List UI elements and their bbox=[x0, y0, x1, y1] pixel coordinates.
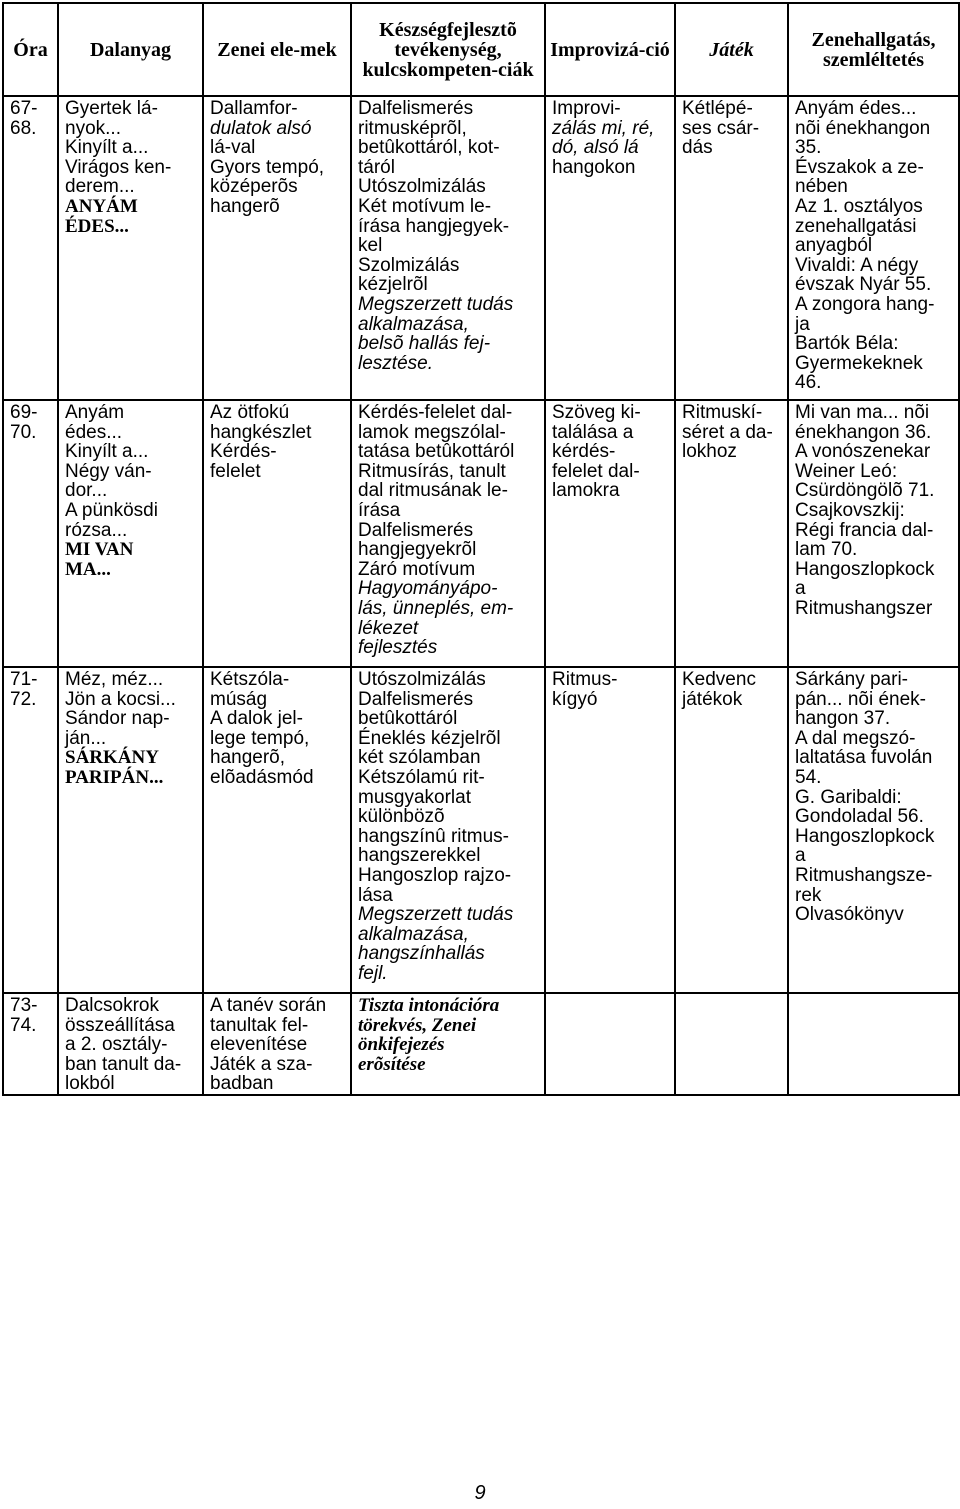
zenei-elemek-cell: Dallamfor- dulatok alsó lá-val Gyors tempó, középerõs hangerõ bbox=[203, 96, 351, 400]
improvizacio-cell: Ritmus- kígyó bbox=[545, 667, 675, 993]
keszseg-cell: Kérdés-felelet dal- lamok megszólal- tatása betûkottáról Ritmusírás, tanult dal ritmusának le- írása Dalfelismerés hangjegyekrõl Záró motívum Hagyományápo- lás, ünneplés, em- lékezet fejlesztés bbox=[351, 400, 545, 667]
dalanyag-cell: Dalcsokrok összeállítása a 2. osztály- ban tanult da- lokból bbox=[58, 993, 203, 1095]
ora-cell: 71-72. bbox=[3, 667, 58, 993]
ora-cell: 69-70. bbox=[3, 400, 58, 667]
zenei-elemek-cell: Kétszóla- múság A dalok jel- lege tempó, hangerõ, elõadásmód bbox=[203, 667, 351, 993]
keszseg-cell: Tiszta intonációra törekvés, Zenei önkifejezés erõsítése bbox=[351, 993, 545, 1095]
header-keszsegfejleszto: Készségfejlesztõ tevékenység, kulcskompeten-ciák bbox=[351, 3, 545, 96]
curriculum-table bbox=[2, 2, 960, 1096]
table-row bbox=[3, 993, 959, 1095]
jatek-cell bbox=[675, 993, 788, 1095]
dalanyag-cell: Anyám édes... Kinyílt a... Négy ván- dor... A pünkösdi rózsa... MI VAN MA... bbox=[58, 400, 203, 667]
improvizacio-cell bbox=[545, 993, 675, 1095]
zenehallgatas-cell: Sárkány pari- pán... nõi ének- hangon 37. A dal megszó- laltatása fuvolán 54. G. Garibaldi: Gondoladal 56. Hangoszlopkock a Ritmushangsze- rek Olvasókönyv bbox=[788, 667, 959, 993]
dalanyag-cell: Méz, méz... Jön a kocsi... Sándor nap- ján... SÁRKÁNY PARIPÁN... bbox=[58, 667, 203, 993]
jatek-cell: Kétlépé- ses csár- dás bbox=[675, 96, 788, 400]
jatek-cell: Kedvenc játékok bbox=[675, 667, 788, 993]
improvizacio-cell: Szöveg ki- találása a kérdés- felelet dal- lamokra bbox=[545, 400, 675, 667]
header-dalanyag: Dalanyag bbox=[58, 3, 203, 96]
header-jatek: Játék bbox=[675, 3, 788, 96]
zenehallgatas-cell bbox=[788, 993, 959, 1095]
zenei-elemek-cell: Az ötfokú hangkészlet Kérdés- felelet bbox=[203, 400, 351, 667]
keszseg-cell: Utószolmizálás Dalfelismerés betûkottáról Éneklés kézjelrõl két szólamban Kétszólamú rit- musgyakorlat különbözõ hangszínû ritmus- hangszerekkel Hangoszlop rajzo- lása Megszerzett tudás alkalmazása, hangszínhallás fejl. bbox=[351, 667, 545, 993]
page-number: 9 bbox=[474, 1482, 486, 1504]
ora-cell: 67-68. bbox=[3, 96, 58, 400]
header-zenehallgatas: Zenehallgatás, szemléltetés bbox=[788, 3, 959, 96]
zenehallgatas-cell: Mi van ma... nõi énekhangon 36. A vonószenekar Weiner Leó: Csürdöngölõ 71. Csajkovszkij: Régi francia dal- lam 70. Hangoszlopkock a Ritmushangszer bbox=[788, 400, 959, 667]
zenei-elemek-cell: A tanév során tanultak fel- elevenítése Játék a sza- badban bbox=[203, 993, 351, 1095]
header-improvizacio: Improvizá-ció bbox=[545, 3, 675, 96]
keszseg-cell: Dalfelismerés ritmusképrõl, betûkottáról, kot- táról Utószolmizálás Két motívum le- írása hangjegyek- kel Szolmizálás kézjelrõl Megszerzett tudás alkalmazása, belsõ hallás fej- lesztése. bbox=[351, 96, 545, 400]
table-row bbox=[3, 667, 959, 993]
header-ora: Óra bbox=[3, 3, 58, 96]
dalanyag-cell: Gyertek lá- nyok... Kinyílt a... Virágos ken- derem... ANYÁM ÉDES... bbox=[58, 96, 203, 400]
jatek-cell: Ritmuskí- séret a da- lokhoz bbox=[675, 400, 788, 667]
improvizacio-cell: Improvi- zálás mi, ré, dó, alsó lá hangokon bbox=[545, 96, 675, 400]
ora-cell: 73-74. bbox=[3, 993, 58, 1095]
header-zenei-elemek: Zenei ele-mek bbox=[203, 3, 351, 96]
table-row bbox=[3, 96, 959, 400]
zenehallgatas-cell: Anyám édes... nõi énekhangon 35. Évszakok a ze- nében Az 1. osztályos zenehallgatási anyagból Vivaldi: A négy évszak Nyár 55. A zongora hang- ja Bartók Béla: Gyermekeknek 46. bbox=[788, 96, 959, 400]
table-row bbox=[3, 400, 959, 667]
header-row bbox=[3, 3, 959, 96]
